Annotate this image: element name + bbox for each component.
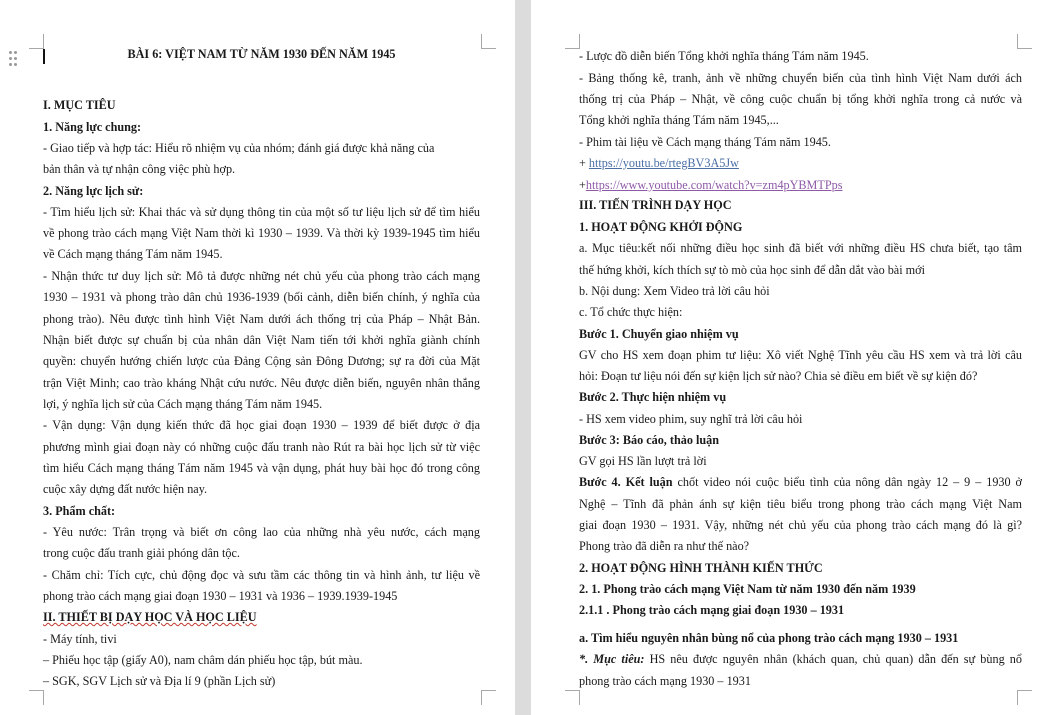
body-text: 1930 – 1931 và phong trào dân chủ 1936-1939 (bối cảnh, diễn biến chính, ý nghĩa của <box>43 290 480 304</box>
text-line <box>579 673 1022 689</box>
text-line <box>43 225 480 241</box>
text-line <box>43 183 480 199</box>
text-line <box>43 332 480 348</box>
text-line <box>43 268 480 284</box>
body-text: - Phim tài liệu về Cách mạng tháng Tám năm 1945. <box>579 135 831 149</box>
heading-text: 2. Năng lực lịch sử: <box>43 184 144 198</box>
text-line <box>43 375 480 391</box>
body-text: - Máy tính, tivi <box>43 632 117 646</box>
crop-mark-bottom-left <box>29 690 44 705</box>
heading-text: Bước 1. Chuyển giao nhiệm vụ <box>579 327 739 341</box>
heading-text: 1. HOẠT ĐỘNG KHỞI ĐỘNG <box>579 220 743 234</box>
text-line <box>43 311 480 327</box>
text-line <box>43 631 480 647</box>
heading-text: 2. HOẠT ĐỘNG HÌNH THÀNH KIẾN THỨC <box>579 561 823 575</box>
text-line <box>579 326 1022 342</box>
text-line <box>579 91 1022 107</box>
text-line <box>579 389 1022 405</box>
link-bullet: + <box>579 178 586 192</box>
crop-mark-bottom-left <box>565 690 580 705</box>
step-label: Bước 4. Kết luận <box>579 475 678 489</box>
text-line <box>43 673 480 689</box>
text-line <box>579 368 1022 384</box>
text-line <box>579 581 1022 597</box>
heading-text: 2.1.1 . Phong trào cách mạng giai đoạn 1930 – 1931 <box>579 603 845 617</box>
text-line <box>579 496 1022 512</box>
text-line <box>579 453 1022 469</box>
text-line <box>43 652 480 668</box>
body-text: a. Mục tiêu:kết nối những điều học sinh đã biết với những điều HS chưa biết, tạo tâm <box>579 241 1022 255</box>
text-line <box>579 112 1022 128</box>
document-page-right <box>531 0 1048 715</box>
text-line <box>43 503 480 519</box>
heading-text: I. MỤC TIÊU <box>43 98 116 112</box>
body-text: GV cho HS xem đoạn phim tư liệu: Xô viết Nghệ Tĩnh yêu cầu HS xem và trả lời câu <box>579 348 1022 362</box>
heading-text: Bước 2. Thực hiện nhiệm vụ <box>579 390 727 404</box>
body-text: b. Nội dung: Xem Video trả lời câu hỏi <box>579 284 770 298</box>
text-line <box>43 460 480 476</box>
body-text: phong trào cách mạng giai đoạn 1930 – 1931 và 1936 – 1939.1939-1945 <box>43 589 398 603</box>
crop-mark-top-left <box>565 34 580 49</box>
body-text: - Bảng thống kê, tranh, ảnh về những chuyển biến của tình hình Việt Nam dưới ách <box>579 71 1022 85</box>
heading-text: Bước 3: Báo cáo, thảo luận <box>579 433 720 447</box>
body-text: - Vận dụng: Vận dụng kiến thức đã học giai đoạn 1930 – 1939 để biết được ở địa <box>43 418 480 432</box>
text-line <box>579 411 1022 427</box>
heading-text: 2. 1. Phong trào cách mạng Việt Nam từ năm 1930 đến năm 1939 <box>579 582 916 596</box>
body-text: bản thân và tự nhận công việc phù hợp. <box>43 162 236 176</box>
text-line <box>579 538 1022 554</box>
body-text: - Nhận thức tư duy lịch sử: Mô tả được những nét chủ yếu của phong trào cách mạng <box>43 269 480 283</box>
text-line <box>43 204 480 220</box>
heading-text: 3. Phẩm chất: <box>43 504 116 518</box>
text-line <box>43 46 480 62</box>
text-line <box>579 134 1022 150</box>
text-line <box>579 517 1022 533</box>
crop-mark-bottom-right <box>481 690 496 705</box>
body-text: trận Việt Minh; cao trào kháng Nhật cứu nước. Nêu được diễn biến, nguyên nhân thắng <box>43 376 480 390</box>
text-line <box>43 246 480 262</box>
crop-mark-bottom-right <box>1017 690 1032 705</box>
body-text: Tổng khởi nghĩa tháng Tám năm 1945,... <box>579 113 779 127</box>
body-text: – Phiếu học tập (giấy A0), nam châm dán phiếu học tập, bút màu. <box>43 653 363 667</box>
text-line <box>579 630 1022 646</box>
heading-text: a. Tìm hiểu nguyên nhân bùng nổ của phong trào cách mạng 1930 – 1931 <box>579 631 959 645</box>
text-line <box>43 97 480 113</box>
body-text: chốt video nói cuộc biểu tình của nông dân ngày 12 – 9 – 1930 ở <box>677 475 1022 489</box>
text-line <box>43 417 480 433</box>
body-text: – SGK, SGV Lịch sử và Địa lí 9 (phần Lịch sử) <box>43 674 276 688</box>
video-link[interactable]: https://www.youtube.com/watch?v=zm4pYBMTPps <box>585 178 843 192</box>
body-text: - HS xem video phim, suy nghĩ trả lời câu hỏi <box>579 412 803 426</box>
heading-text: III. TIẾN TRÌNH DẠY HỌC <box>579 198 732 212</box>
drag-handle-icon[interactable] <box>9 51 19 67</box>
body-text: Nghệ – Tĩnh đã phản ánh sự kiện tiêu biểu trong phong trào cách mạng Việt Nam <box>579 497 1022 511</box>
body-text: phong trào cách mạng 1930 – 1931 <box>579 674 751 688</box>
text-line <box>579 432 1022 448</box>
text-line <box>43 353 480 369</box>
body-text: Phong trào đã diễn ra như thế nào? <box>579 539 750 553</box>
video-link[interactable]: https://youtu.be/rtegBV3A5Jw <box>588 156 739 170</box>
heading-text: II. THIẾT BỊ DẠY HỌC VÀ HỌC LIỆU <box>43 610 257 624</box>
text-line <box>43 161 480 177</box>
text-line <box>579 262 1022 278</box>
text-line <box>43 140 480 156</box>
text-line <box>579 240 1022 256</box>
objective-label: *. Mục tiêu: <box>579 652 650 666</box>
text-line <box>579 283 1022 299</box>
text-line <box>43 439 480 455</box>
body-text: tìm hiểu Cách mạng tháng Tám năm 1945 và vận dụng, phát huy bài học đó trong công <box>43 461 480 475</box>
body-text: - Lược đồ diễn biến Tổng khởi nghĩa tháng Tám năm 1945. <box>579 49 869 63</box>
text-line <box>579 474 1022 490</box>
text-line <box>579 219 1022 235</box>
body-text: phương mình giai đoạn này có những cuộc đấu tranh nào Rút ra bài học lịch sử từ việc <box>43 440 480 454</box>
body-text: - Yêu nước: Trân trọng và biết ơn công lao của những nhà yêu nước, cách mạng <box>43 525 480 539</box>
text-line <box>43 396 480 412</box>
body-text: GV gọi HS lần lượt trả lời <box>579 454 707 468</box>
text-line <box>579 48 1022 64</box>
body-text: phong trào). Nêu được tình hình Việt Nam dưới ách thống trị của Pháp – Nhật Bản. <box>43 312 480 326</box>
text-line <box>43 481 480 497</box>
link-bullet: + <box>579 156 589 170</box>
body-text: - Chăm chỉ: Tích cực, chủ động đọc và sưu tầm các thông tin và hình ảnh, tư liệu về <box>43 568 480 582</box>
text-line <box>43 588 480 604</box>
text-line <box>579 197 1022 213</box>
body-text: hỏi: Đoạn tư liệu nói đến sự kiện lịch sử nào? Chia sẻ điều em biết về sự kiện đó? <box>579 369 978 383</box>
body-text: lợi, ý nghĩa lịch sử của Cách mạng tháng Tám năm 1945. <box>43 397 323 411</box>
page-gap <box>515 0 531 715</box>
text-line <box>43 545 480 561</box>
body-text: thế hứng khởi, kích thích sự tò mò của học sinh để dẫn dắt vào bài mới <box>579 263 925 277</box>
text-line <box>579 155 1022 171</box>
body-text: HS nêu được nguyên nhân (khách quan, chủ quan) dẫn đến sự bùng nổ <box>649 652 1022 666</box>
text-line <box>579 304 1022 320</box>
heading-text: BÀI 6: VIỆT NAM TỪ NĂM 1930 ĐẾN NĂM 1945 <box>127 47 396 61</box>
body-text: - Giao tiếp và hợp tác: Hiểu rõ nhiệm vụ của nhóm; đánh giá được khả năng của <box>43 141 435 155</box>
body-text: quyền: chuyển hướng chiến lược của Đảng Cộng sản Đông Dương; sự ra đời của Mặt <box>43 354 480 368</box>
body-text: về phong trào cách mạng Việt Nam thời kì 1930 – 1939. Và thời kỳ 1939-1945 tìm hiểu <box>43 226 480 240</box>
body-text: giai đoạn 1930 – 1931. Vậy, những nét chủ yếu của phong trào cách mạng đó là gì? <box>579 518 1022 532</box>
body-text: về Cách mạng tháng Tám năm 1945. <box>43 247 223 261</box>
text-line <box>43 609 480 625</box>
text-line <box>579 70 1022 86</box>
text-line <box>43 289 480 305</box>
body-text: thống trị của Pháp – Nhật, về công cuộc chuẩn bị tổng khởi nghĩa trong cả nước và <box>579 92 1022 106</box>
body-text: c. Tổ chức thực hiện: <box>579 305 683 319</box>
text-line <box>579 651 1022 667</box>
text-line <box>43 119 480 135</box>
body-text: trong cuộc đấu tranh giải phóng dân tộc. <box>43 546 240 560</box>
body-text: cuộc xây dựng đất nước hiện nay. <box>43 482 208 496</box>
text-line <box>579 602 1022 618</box>
crop-mark-top-right <box>481 34 496 49</box>
body-text: Nhận biết được sự chuẩn bị của nhân dân Việt Nam tiến tới khởi nghĩa giành chính <box>43 333 480 347</box>
heading-text: 1. Năng lực chung: <box>43 120 142 134</box>
crop-mark-top-left <box>29 34 44 49</box>
text-line <box>43 524 480 540</box>
text-line <box>579 347 1022 363</box>
text-line <box>579 560 1022 576</box>
body-text: - Tìm hiểu lịch sử: Khai thác và sử dụng thông tin của một số tư liệu lịch sử để tìm hiểu <box>43 205 480 219</box>
crop-mark-top-right <box>1017 34 1032 49</box>
text-line <box>579 177 1022 193</box>
text-line <box>43 567 480 583</box>
document-page-left <box>0 0 515 715</box>
